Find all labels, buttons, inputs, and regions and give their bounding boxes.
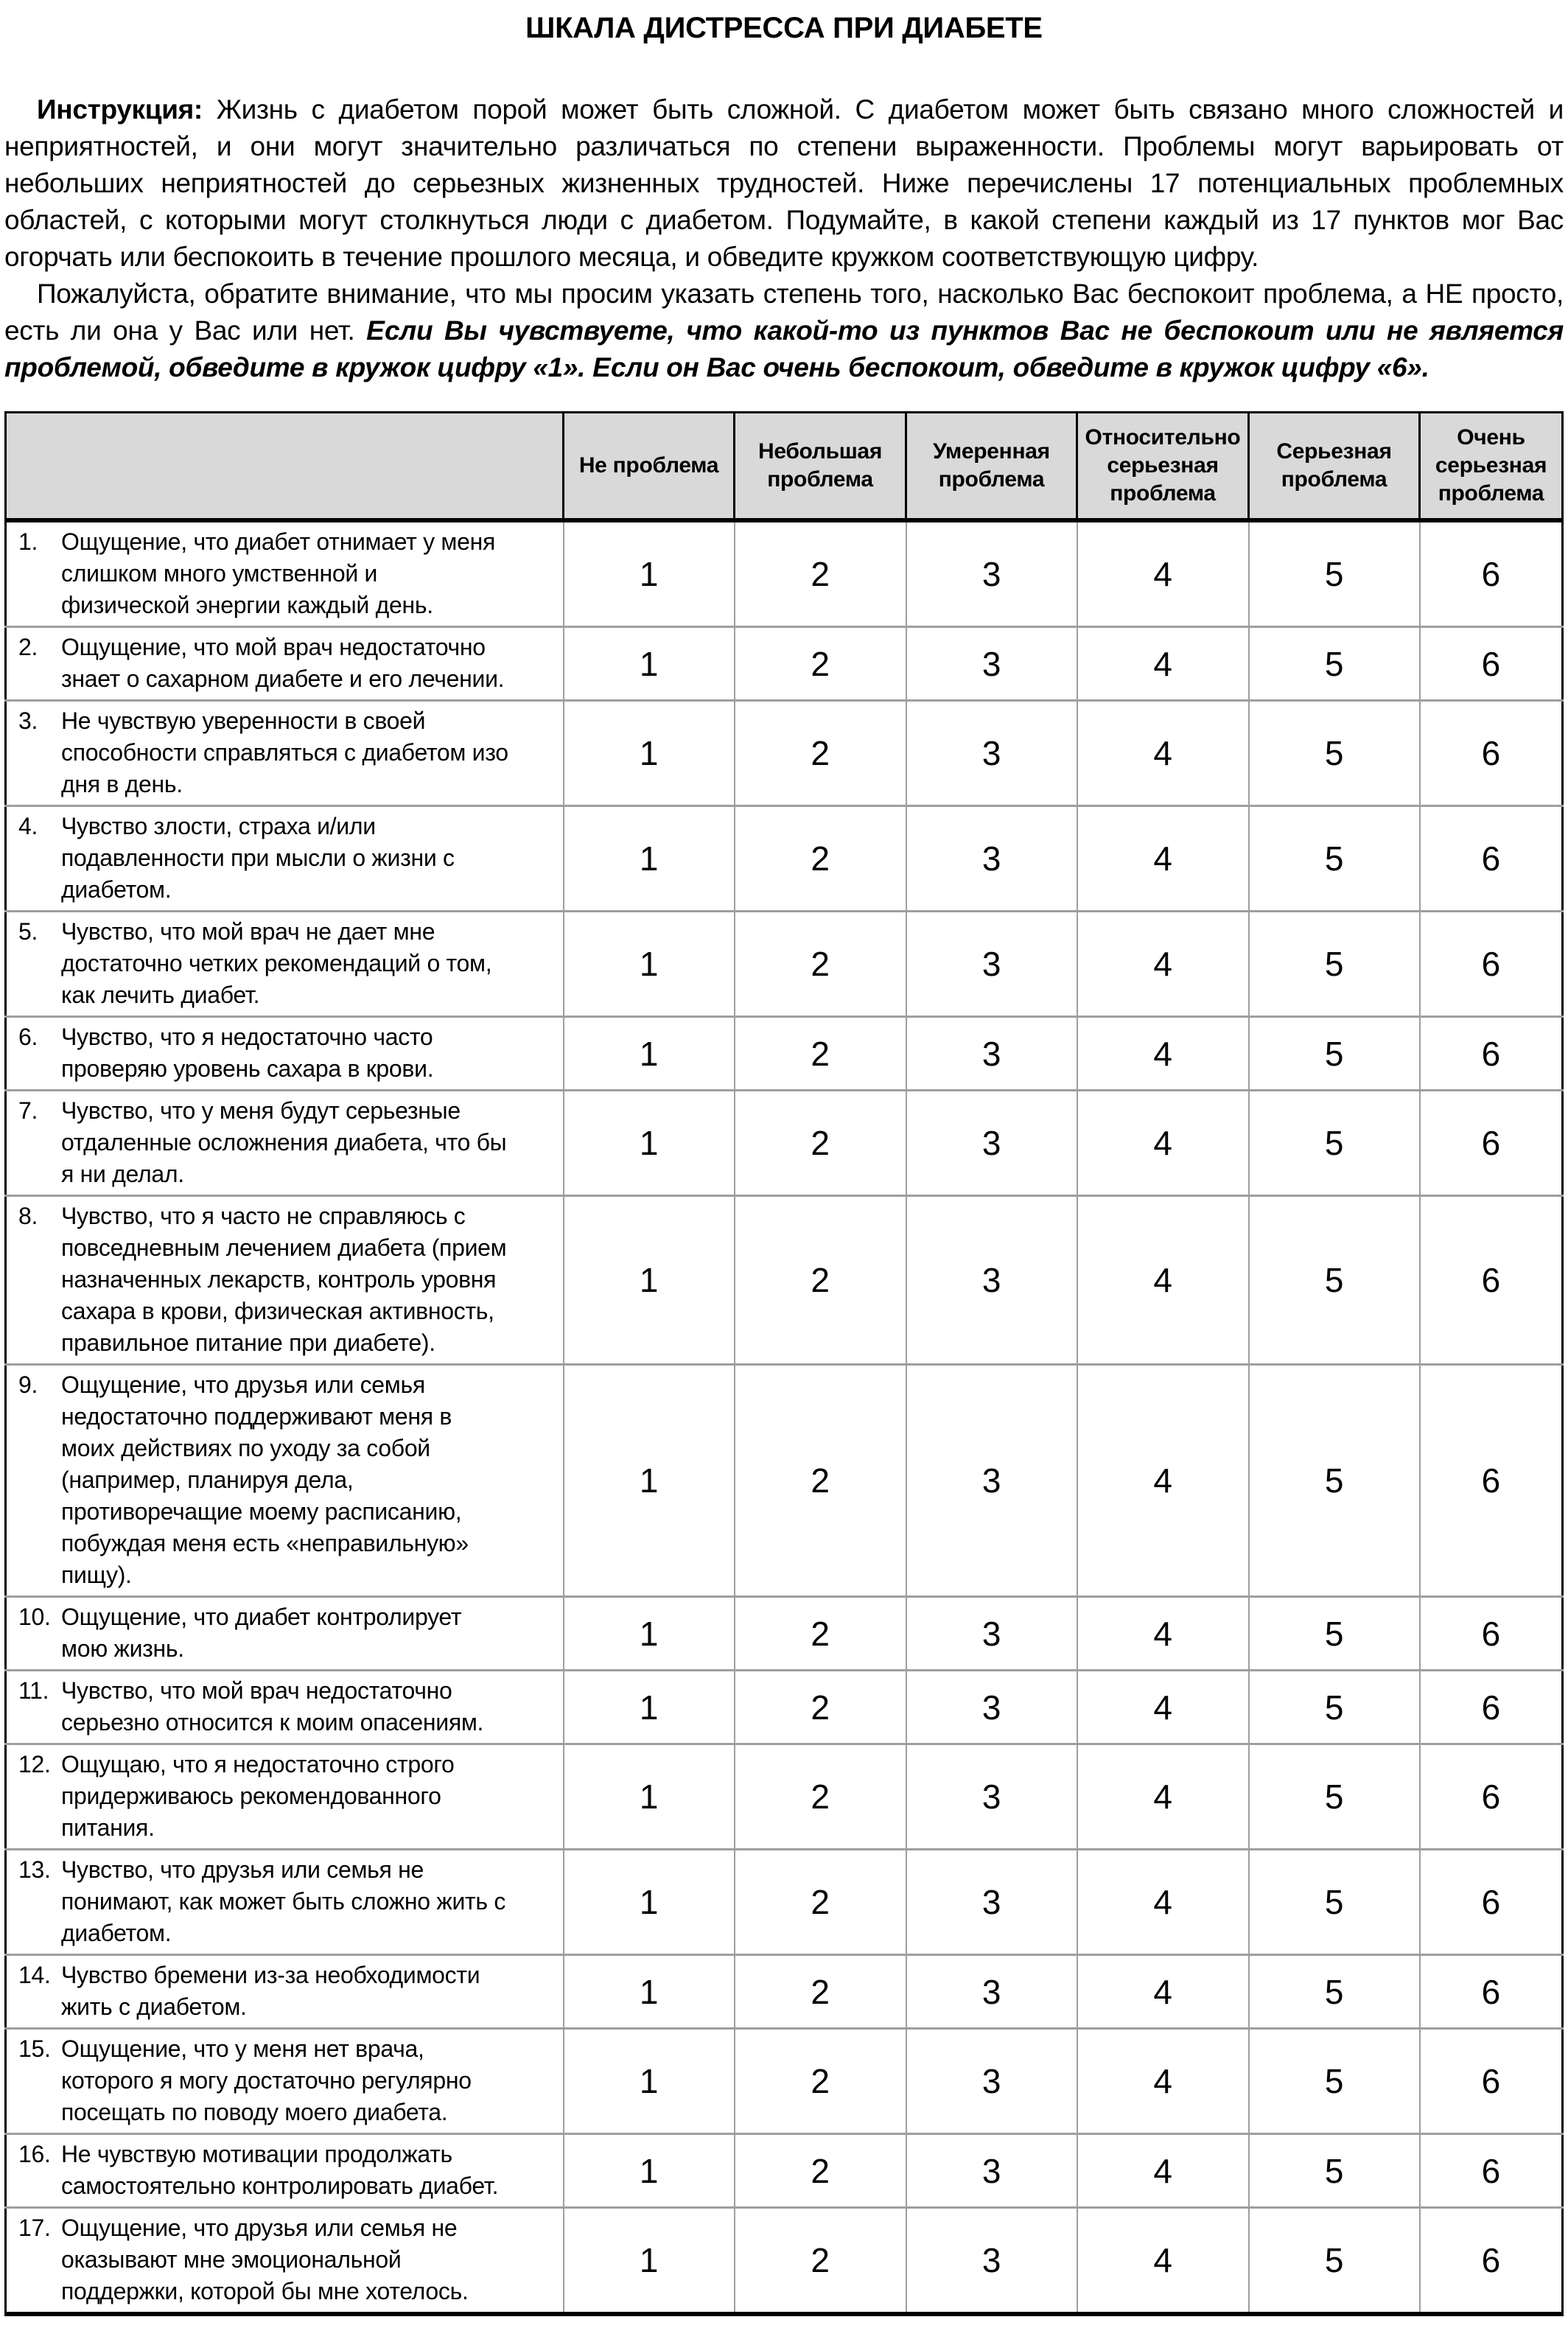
item-cell [6, 701, 564, 806]
item-cell [6, 2134, 564, 2208]
item-content [7, 2212, 563, 2307]
rating-cell: 1 [564, 1196, 735, 1365]
item-cell [6, 1744, 564, 1850]
rating-cell: 4 [1077, 701, 1249, 806]
instructions-intro-text: Жизнь с диабетом порой может быть сложной. С диабетом может быть связано много сложностей и неприятностей, и они могут значительно различаться по степени выраженности. Проблемы могут варьировать от небольших неприятностей до серьезных жизненных трудностей. Ниже перечислены 17 потенциальных проблемных областей, с которыми могут столкнуться люди с диабетом. Подумайте, в какой степени каждый из 17 пунктов мог Вас огорчать или беспокоить в течение прошлого месяца, и обведите кружком соответствующую цифру. [4, 94, 1564, 272]
rating-cell: 1 [564, 2029, 735, 2134]
rating-cell: 4 [1077, 1017, 1249, 1091]
item-number: 12. [18, 1751, 51, 1778]
rating-cell: 1 [564, 1365, 735, 1597]
rating-cell: 5 [1249, 1365, 1420, 1597]
rating-cell: 6 [1420, 1196, 1563, 1365]
rating-cell: 5 [1249, 2208, 1420, 2315]
item-number: 6. [18, 1024, 38, 1050]
item-content [7, 1854, 563, 1949]
header-slight-problem: Небольшая проблема [735, 413, 906, 521]
item-row [6, 1850, 1563, 1955]
rating-cell: 6 [1420, 701, 1563, 806]
item-number: 3. [18, 707, 38, 734]
rating-cell: 4 [1077, 1744, 1249, 1850]
rating-cell: 6 [1420, 1744, 1563, 1850]
rating-cell: 1 [564, 627, 735, 701]
rating-cell: 2 [735, 1365, 906, 1597]
rating-cell: 6 [1420, 1017, 1563, 1091]
rating-cell: 5 [1249, 701, 1420, 806]
item-cell [6, 520, 564, 627]
rating-cell: 2 [735, 806, 906, 912]
rating-cell: 6 [1420, 1955, 1563, 2029]
page-title: ШКАЛА ДИСТРЕССА ПРИ ДИАБЕТЕ [525, 12, 1043, 44]
rating-cell: 1 [564, 912, 735, 1017]
header-very-serious-problem: Очень серьезная проблема [1420, 413, 1563, 521]
rating-cell: 6 [1420, 2208, 1563, 2315]
rating-cell: 5 [1249, 912, 1420, 1017]
rating-cell: 2 [735, 520, 906, 627]
header-somewhat-serious-problem: Относительно серьезная проблема [1077, 413, 1249, 521]
rating-cell: 5 [1249, 1955, 1420, 2029]
item-content [7, 1095, 563, 1190]
rating-cell: 6 [1420, 2134, 1563, 2208]
rating-cell: 2 [735, 1671, 906, 1744]
item-text: Чувство, что мой врач недостаточно серьезно относится к моим опасениям. [61, 1677, 484, 1735]
item-number: 9. [18, 1371, 38, 1398]
rating-cell: 4 [1077, 912, 1249, 1017]
rating-cell: 3 [906, 912, 1077, 1017]
rating-cell: 5 [1249, 1196, 1420, 1365]
rating-cell: 3 [906, 1597, 1077, 1671]
item-row [6, 1196, 1563, 1365]
item-content [7, 1200, 563, 1359]
item-content [7, 916, 563, 1011]
rating-cell: 1 [564, 1671, 735, 1744]
rating-cell: 2 [735, 2208, 906, 2315]
item-content [7, 811, 563, 906]
rating-cell: 4 [1077, 806, 1249, 912]
rating-cell: 5 [1249, 1850, 1420, 1955]
rating-cell: 3 [906, 627, 1077, 701]
rating-cell: 4 [1077, 1955, 1249, 2029]
rating-cell: 6 [1420, 1597, 1563, 1671]
rating-cell: 2 [735, 1196, 906, 1365]
item-row [6, 1955, 1563, 2029]
rating-cell: 3 [906, 2208, 1077, 2315]
rating-cell: 5 [1249, 1597, 1420, 1671]
item-content [7, 2139, 563, 2202]
item-text: Ощущаю, что я недостаточно строго придерживаюсь рекомендованного питания. [61, 1751, 455, 1841]
item-text: Чувство, что я часто не справляюсь с повседневным лечением диабета (прием назначенных лекарств, контроль уровня сахара в крови, физическая активность, правильное питание при диабете). [61, 1203, 507, 1356]
rating-cell: 4 [1077, 2134, 1249, 2208]
rating-cell: 1 [564, 1017, 735, 1091]
rating-cell: 2 [735, 1744, 906, 1850]
instructions-paragraph-1 [4, 91, 1564, 276]
item-cell [6, 2208, 564, 2315]
rating-cell: 1 [564, 1850, 735, 1955]
item-cell [6, 806, 564, 912]
item-text: Чувство, что друзья или семья не понимают, как может быть сложно жить с диабетом. [61, 1856, 506, 1946]
rating-cell: 1 [564, 701, 735, 806]
rating-cell: 1 [564, 1597, 735, 1671]
rating-cell: 4 [1077, 520, 1249, 627]
header-row [6, 413, 1563, 521]
rating-cell: 2 [735, 1597, 906, 1671]
rating-cell: 3 [906, 2029, 1077, 2134]
rating-cell: 4 [1077, 1850, 1249, 1955]
rating-cell: 4 [1077, 1196, 1249, 1365]
header-moderate-problem: Умеренная проблема [906, 413, 1077, 521]
item-cell [6, 1955, 564, 2029]
item-row [6, 806, 1563, 912]
header-item-column [6, 413, 564, 521]
item-row [6, 1091, 1563, 1196]
item-text: Чувство, что у меня будут серьезные отдаленные осложнения диабета, что бы я ни делал. [61, 1097, 507, 1187]
item-row [6, 520, 1563, 627]
item-number: 4. [18, 813, 38, 839]
item-text: Ощущение, что диабет отнимает у меня слишком много умственной и физической энергии каждый день. [61, 528, 495, 618]
rating-cell: 3 [906, 1671, 1077, 1744]
rating-cell: 4 [1077, 1365, 1249, 1597]
rating-cell: 3 [906, 1196, 1077, 1365]
item-number: 8. [18, 1203, 38, 1229]
item-text: Чувство бремени из-за необходимости жить с диабетом. [61, 1962, 480, 2020]
rating-cell: 2 [735, 701, 906, 806]
item-number: 1. [18, 528, 38, 555]
item-content [7, 1369, 563, 1591]
item-text: Ощущение, что у меня нет врача, которого я могу достаточно регулярно посещать по поводу моего диабета. [61, 2035, 472, 2125]
item-row [6, 2208, 1563, 2315]
item-cell [6, 912, 564, 1017]
rating-cell: 3 [906, 1850, 1077, 1955]
item-row [6, 912, 1563, 1017]
rating-cell: 2 [735, 1091, 906, 1196]
item-number: 11. [18, 1677, 49, 1704]
item-row [6, 1744, 1563, 1850]
item-number: 14. [18, 1962, 51, 1988]
rating-cell: 2 [735, 1955, 906, 2029]
item-number: 13. [18, 1856, 51, 1883]
item-cell [6, 1196, 564, 1365]
item-number: 17. [18, 2215, 51, 2241]
item-content [7, 1675, 563, 1738]
rating-cell: 2 [735, 1850, 906, 1955]
item-content [7, 705, 563, 800]
rating-cell: 4 [1077, 627, 1249, 701]
item-text: Чувство, что мой врач не дает мне достаточно четких рекомендаций о том, как лечить диабет. [61, 918, 492, 1008]
item-row [6, 1671, 1563, 1744]
item-row [6, 1017, 1563, 1091]
rating-cell: 3 [906, 1365, 1077, 1597]
item-text: Ощущение, что мой врач недостаточно знает о сахарном диабете и его лечении. [61, 634, 505, 692]
item-number: 2. [18, 634, 38, 660]
rating-cell: 2 [735, 627, 906, 701]
rating-cell: 1 [564, 806, 735, 912]
item-content [7, 1960, 563, 2023]
item-text: Ощущение, что диабет контролирует мою жизнь. [61, 1604, 462, 1662]
rating-cell: 4 [1077, 1671, 1249, 1744]
rating-cell: 1 [564, 2208, 735, 2315]
rating-cell: 6 [1420, 1671, 1563, 1744]
distress-scale-table [4, 411, 1564, 2316]
item-text: Не чувствую уверенности в своей способности справляться с диабетом изо дня в день. [61, 707, 508, 797]
item-cell [6, 1597, 564, 1671]
rating-cell: 3 [906, 701, 1077, 806]
item-content [7, 632, 563, 695]
item-text: Ощущение, что друзья или семья недостаточно поддерживают меня в моих действиях по уходу за собой (например, планируя дела, противоречащие моему расписанию, побуждая меня есть «неправильную» пищу). [61, 1371, 469, 1588]
rating-cell: 5 [1249, 520, 1420, 627]
rating-cell: 3 [906, 2134, 1077, 2208]
rating-cell: 6 [1420, 627, 1563, 701]
item-content [7, 526, 563, 621]
item-content [7, 1749, 563, 1844]
item-cell [6, 2029, 564, 2134]
rating-cell: 6 [1420, 1365, 1563, 1597]
rating-cell: 6 [1420, 912, 1563, 1017]
rating-cell: 1 [564, 1091, 735, 1196]
rating-cell: 2 [735, 912, 906, 1017]
item-text: Не чувствую мотивации продолжать самостоятельно контролировать диабет. [61, 2141, 499, 2199]
rating-cell: 2 [735, 1017, 906, 1091]
rating-cell: 5 [1249, 1744, 1420, 1850]
rating-cell: 1 [564, 1955, 735, 2029]
rating-cell: 3 [906, 1017, 1077, 1091]
item-cell [6, 1017, 564, 1091]
item-text: Ощущение, что друзья или семья не оказывают мне эмоциональной поддержки, которой бы мне хотелось. [61, 2215, 469, 2304]
rating-cell: 3 [906, 1091, 1077, 1196]
rating-cell: 5 [1249, 1091, 1420, 1196]
rating-cell: 6 [1420, 1850, 1563, 1955]
rating-cell: 1 [564, 2134, 735, 2208]
rating-cell: 5 [1249, 2029, 1420, 2134]
rating-cell: 3 [906, 520, 1077, 627]
item-row [6, 2029, 1563, 2134]
item-number: 16. [18, 2141, 51, 2167]
rating-cell: 6 [1420, 520, 1563, 627]
item-text: Чувство, что я недостаточно часто проверяю уровень сахара в крови. [61, 1024, 434, 1082]
item-number: 7. [18, 1097, 38, 1124]
instructions-note-text: Пожалуйста, обратите внимание, что мы просим указать степень того, насколько Вас беспокоит проблема, а НЕ просто, есть ли она у Вас или нет. [4, 279, 1564, 346]
rating-cell: 4 [1077, 1597, 1249, 1671]
rating-cell: 3 [906, 1744, 1077, 1850]
rating-cell: 2 [735, 2134, 906, 2208]
item-number: 15. [18, 2035, 51, 2062]
rating-cell: 5 [1249, 806, 1420, 912]
rating-cell: 3 [906, 1955, 1077, 2029]
rating-cell: 1 [564, 1744, 735, 1850]
rating-cell: 5 [1249, 2134, 1420, 2208]
instructions-label: Инструкция: [37, 94, 217, 125]
item-cell [6, 1850, 564, 1955]
rating-cell: 5 [1249, 627, 1420, 701]
item-row [6, 1365, 1563, 1597]
rating-cell: 5 [1249, 1017, 1420, 1091]
item-cell [6, 1091, 564, 1196]
rating-cell: 3 [906, 806, 1077, 912]
item-cell [6, 1671, 564, 1744]
header-serious-problem: Серьезная проблема [1249, 413, 1420, 521]
rating-cell: 6 [1420, 806, 1563, 912]
instructions-note-emphasis: Если Вы чувствуете, что какой-то из пунктов Вас не беспокоит или не является проблемой, обведите в кружок цифру «1». Если он Вас очень беспокоит, обведите в кружок цифру «6». [4, 315, 1564, 382]
item-text: Чувство злости, страха и/или подавленности при мысли о жизни с диабетом. [61, 813, 455, 903]
rating-cell: 2 [735, 2029, 906, 2134]
item-content [7, 1021, 563, 1085]
item-content [7, 2033, 563, 2128]
item-content [7, 1601, 563, 1665]
item-number: 10. [18, 1604, 51, 1630]
item-cell [6, 627, 564, 701]
header-not-a-problem: Не проблема [564, 413, 735, 521]
rating-cell: 5 [1249, 1671, 1420, 1744]
rating-cell: 4 [1077, 1091, 1249, 1196]
rating-cell: 6 [1420, 2029, 1563, 2134]
rating-cell: 1 [564, 520, 735, 627]
item-cell [6, 1365, 564, 1597]
item-row [6, 701, 1563, 806]
rating-cell: 4 [1077, 2208, 1249, 2315]
item-row [6, 2134, 1563, 2208]
items-body [6, 520, 1563, 2314]
item-row [6, 1597, 1563, 1671]
rating-cell: 4 [1077, 2029, 1249, 2134]
item-number: 5. [18, 918, 38, 945]
rating-cell: 6 [1420, 1091, 1563, 1196]
instructions-paragraph-2 [4, 276, 1564, 386]
item-row [6, 627, 1563, 701]
